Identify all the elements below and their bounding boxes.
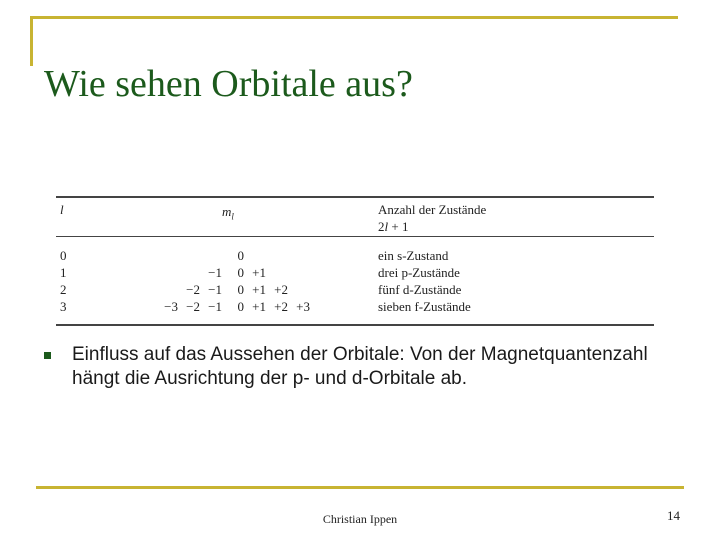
- row-ml-value: −3: [164, 299, 178, 314]
- row-ml-value: −1: [208, 265, 222, 280]
- table-row: [56, 265, 654, 282]
- row-l-value: 1: [60, 265, 67, 280]
- table-rule-bottom: [56, 324, 654, 326]
- header-ml: [222, 204, 234, 222]
- frame-bottom-line: [36, 486, 684, 489]
- header-ml-sub: l: [231, 211, 234, 222]
- bullet-marker: [44, 352, 51, 359]
- row-state: ein s-Zustand: [378, 248, 449, 263]
- row-ml-value: −2: [186, 299, 200, 314]
- quantum-number-table: [56, 192, 654, 328]
- header-anzahl-line2: [378, 219, 408, 235]
- table-row: [56, 299, 654, 316]
- row-state: sieben f-Zustände: [378, 299, 471, 314]
- row-l-value: 0: [60, 248, 67, 263]
- header-anzahl-line1: Anzahl der Zustände: [378, 202, 487, 217]
- row-ml-value: +1: [252, 265, 266, 280]
- bullet-text: Einfluss auf das Aussehen der Orbitale: Von der Magnetquantenzahl hängt die Ausrichtung der p- und d-Orbitale ab.: [72, 344, 648, 389]
- row-state: fünf d-Zustände: [378, 282, 462, 297]
- table-row: [56, 248, 654, 265]
- page-number: 14: [667, 508, 680, 523]
- header-l: l: [60, 202, 64, 217]
- header-anzahl-var: l: [384, 219, 389, 234]
- row-ml-value: −1: [208, 282, 222, 297]
- slide-title: Wie sehen Orbitale aus?: [44, 63, 413, 105]
- frame-left-line: [30, 16, 33, 66]
- row-ml-value: 0: [237, 299, 244, 314]
- row-ml-value: −2: [186, 282, 200, 297]
- row-ml-value: +2: [274, 299, 288, 314]
- row-ml-value: +2: [274, 282, 288, 297]
- table-rule-top: [56, 196, 654, 198]
- row-ml-value: −1: [208, 299, 222, 314]
- row-ml-value: +1: [252, 282, 266, 297]
- header-ml-base: m: [222, 204, 232, 219]
- table-rule-header: [56, 236, 654, 237]
- footer-author: Christian Ippen: [322, 512, 398, 526]
- row-l-value: 2: [60, 282, 67, 297]
- row-state: drei p-Zustände: [378, 265, 460, 280]
- row-ml-value: +1: [252, 299, 266, 314]
- table-row: [56, 282, 654, 299]
- row-ml-value: 0: [237, 282, 244, 297]
- frame-top-line: [30, 16, 678, 19]
- header-anzahl-plus: + 1: [388, 219, 409, 234]
- row-ml-value: +3: [296, 299, 310, 314]
- header-anzahl-two: 2: [378, 219, 385, 234]
- row-ml-value: 0: [237, 265, 244, 280]
- row-l-value: 3: [60, 299, 67, 314]
- row-ml-value: 0: [237, 248, 244, 263]
